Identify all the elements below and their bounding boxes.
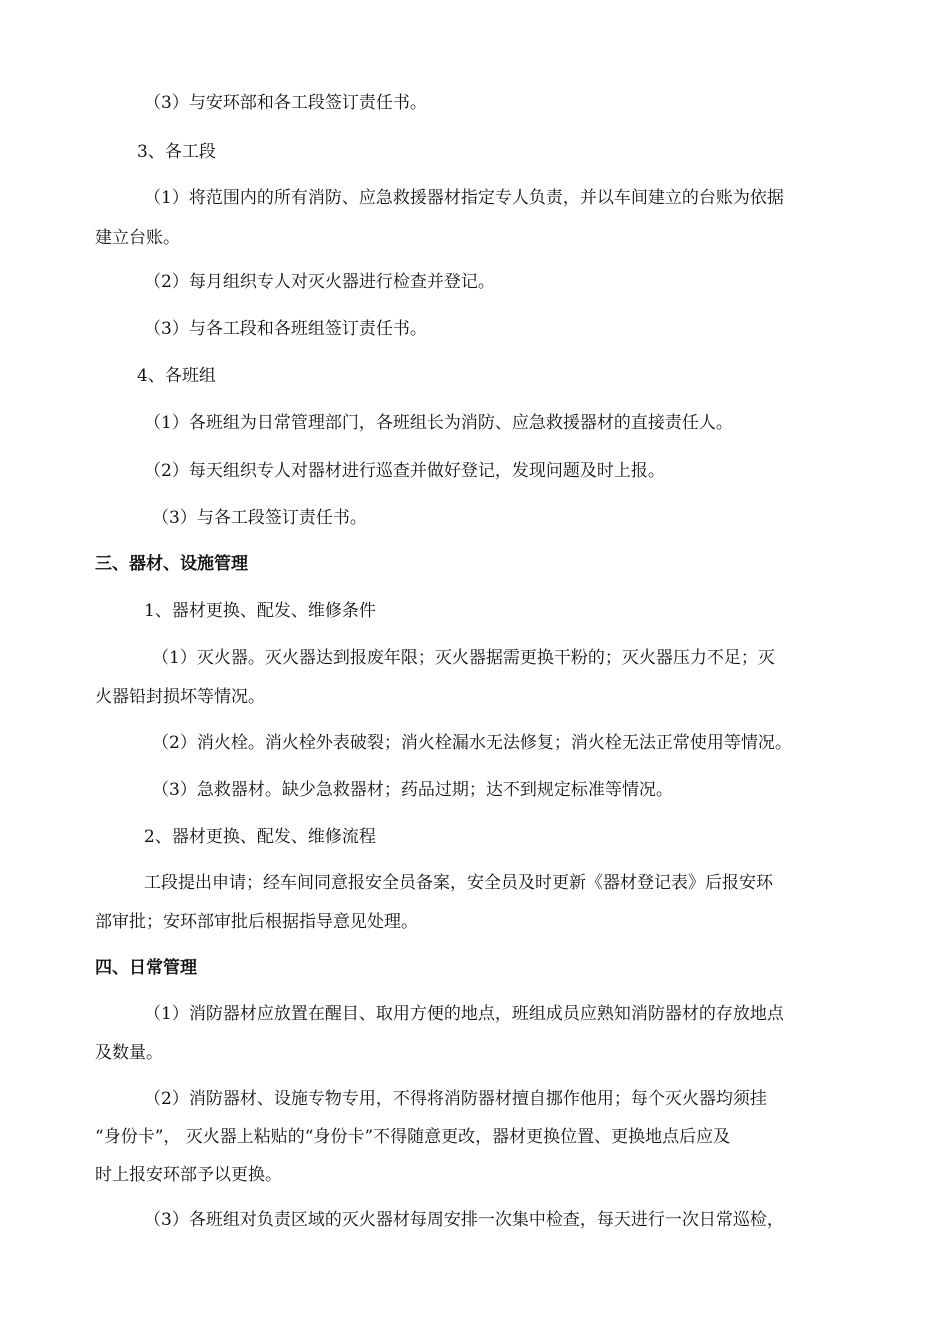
paragraph-line: 及数量。: [95, 1043, 163, 1063]
paragraph-line: （2）每月组织专人对灭火器进行检查并登记。: [144, 272, 495, 292]
section-heading: 四、日常管理: [95, 958, 197, 978]
subsection-heading: 3、各工段: [137, 142, 216, 162]
subsection-heading: 1、器材更换、配发、维修条件: [144, 601, 376, 621]
paragraph-line: （3）与各工段和各班组签订责任书。: [144, 319, 427, 339]
paragraph-line: 部审批；安环部审批后根据指导意见处理。: [95, 912, 418, 932]
paragraph-line: （1）消防器材应放置在醒目、取用方便的地点，班组成员应熟知消防器材的存放地点: [144, 1004, 784, 1024]
paragraph-line: （2）每天组织专人对器材进行巡查并做好登记，发现问题及时上报。: [144, 461, 665, 481]
paragraph-line: “身份卡”， 灭火器上粘贴的“身份卡”不得随意更改，器材更换位置、更换地点后应及: [95, 1127, 731, 1147]
paragraph-line: （1）灭火器。灭火器达到报废年限；灭火器据需更换干粉的；灭火器压力不足；灭: [152, 648, 775, 668]
paragraph-line: （2）消防器材、设施专物专用，不得将消防器材擅自挪作他用；每个灭火器均须挂: [144, 1089, 767, 1109]
paragraph-line: 火器铅封损坏等情况。: [95, 687, 265, 707]
paragraph-line: （3）与安环部和各工段签订责任书。: [144, 93, 427, 113]
subsection-heading: 2、器材更换、配发、维修流程: [144, 827, 376, 847]
paragraph-line: （1）各班组为日常管理部门，各班组长为消防、应急救援器材的直接责任人。: [144, 413, 733, 433]
paragraph-line: （3）急救器材。缺少急救器材；药品过期；达不到规定标准等情况。: [152, 780, 673, 800]
section-heading: 三、器材、设施管理: [95, 554, 248, 574]
paragraph-line: 工段提出申请；经车间同意报安全员备案，安全员及时更新《器材登记表》后报安环: [144, 873, 773, 893]
paragraph-line: （3）各班组对负责区域的灭火器材每周安排一次集中检查，每天进行一次日常巡检，: [144, 1210, 784, 1230]
paragraph-line: （2）消火栓。消火栓外表破裂；消火栓漏水无法修复；消火栓无法正常使用等情况。: [152, 733, 792, 753]
subsection-heading: 4、各班组: [137, 366, 216, 386]
paragraph-line: （1）将范围内的所有消防、应急救援器材指定专人负责，并以车间建立的台账为依据: [144, 188, 784, 208]
paragraph-line: 时上报安环部予以更换。: [95, 1165, 282, 1185]
paragraph-line: 建立台账。: [95, 228, 180, 248]
paragraph-line: （3）与各工段签订责任书。: [152, 508, 367, 528]
